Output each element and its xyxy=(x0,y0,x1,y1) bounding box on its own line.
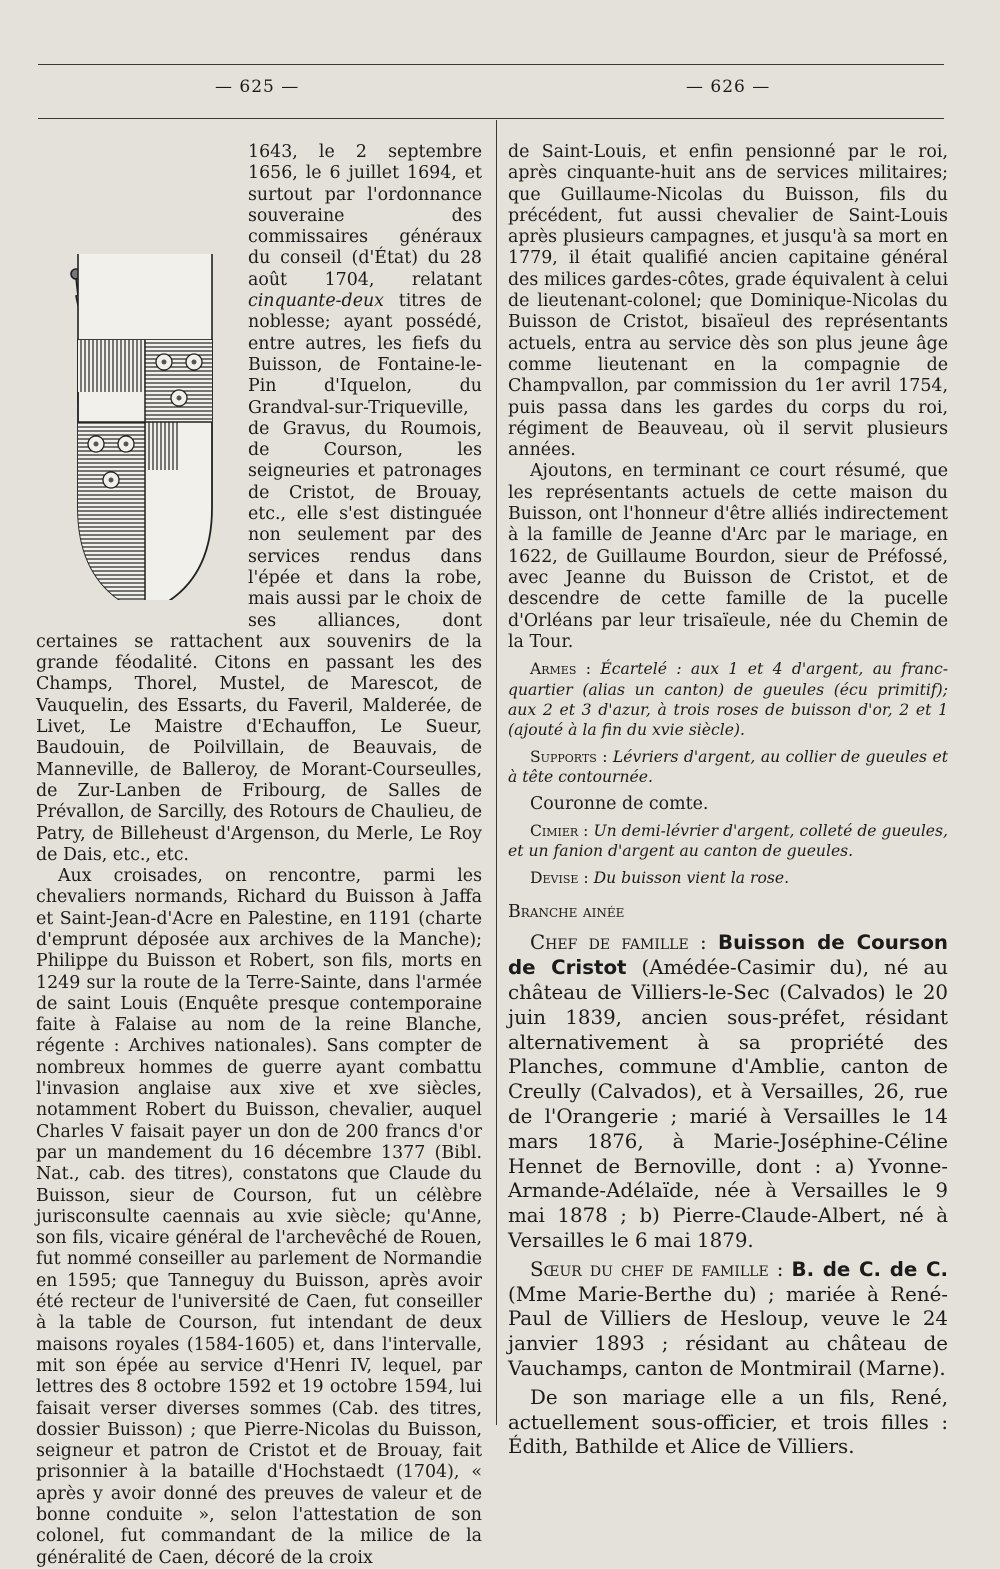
chef-label: Chef de famille : xyxy=(530,931,707,955)
final-paragraph: De son mariage elle a un fils, René, actuellement sous-officier, et trois filles : Édith, Bathilde et Alice de Villiers. xyxy=(508,1385,948,1459)
cimier-entry xyxy=(508,821,948,862)
shield-quarters-icon xyxy=(36,338,248,600)
cimier-text: Un demi-lévrier d'argent, colleté de gueules, et un fanion d'argent au canton de gueules. xyxy=(508,821,948,861)
soeur-text: (Mme Marie-Berthe du) ; mariée à René-Paul de Villiers de Hesloup, veuve le 24 janvier 1893 ; résidant au château de Vauchamps, canton de Montmirail (Marne). xyxy=(508,1282,948,1380)
soeur-name: B. de C. de C. xyxy=(791,1257,948,1281)
column-separator xyxy=(496,120,497,1425)
soeur-entry xyxy=(508,1258,948,1382)
supports-label: Supports : xyxy=(530,747,608,766)
left-paragraph-2: Aux croisades, on rencontre, parmi les chevaliers normands, Richard du Buisson à Jaffa et Saint-Jean-d'Acre en Palestine, en 1191 (charte d'emprunt déposée aux archives de la Manche); Philippe du Buisson et Robert, son fils, morts en 1249 sur la route de la Terre-Sainte, dans l'armée de saint Louis (Enquête presque contemporaine faite à Falaise au nom de la reine Blanche, régente : Archives nationales). Sans compter de nombreux hommes de guerre ayant combattu l'invasion anglaise aux xive et xve siècles, notamment Robert du Buisson, chevalier, auquel Charles V faisait payer un don de 200 francs d'or par un mandement du 16 décembre 1377 (Bibl. Nat., cab. des titres), constatons que Claude du Buisson, sieur de Courson, fut un célèbre jurisconsulte caennais au xvie siècle; qu'Anne, son fils, vicaire général de l'archevêché de Rouen, fut nommé conseiller au parlement de Normandie en 1595; que Tanneguy du Buisson, après avoir été recteur de l'université de Caen, fut conseiller à la table de Courson, fut intendant de deux maisons royales (1584-1605) et, dans l'intervalle, mit son épée au service d'Henri IV, lequel, par lettres des 8 octobre 1592 et 19 octobre 1594, lui faisait verser diverses sommes (Cab. des titres, dossier Buisson) ; que Pierre-Nicolas du Buisson, seigneur et patron de Cristot et de Brouay, fait prisonnier à la bataille d'Hochstaedt (1704), « après y avoir donné des preuves de valeur et de bonne conduite », selon l'attestation de son colonel, fut commandant de la milice de la généralité de Caen, décoré de la croix xyxy=(36,866,482,1568)
cimier-label: Cimier : xyxy=(530,821,589,840)
right-paragraph-1: de Saint-Louis, et enfin pensionné par le roi, après cinquante-huit ans de services militaires; que Guillaume-Nicolas du Buisson, fils du précédent, fut aussi chevalier de Saint-Louis après plusieurs campagnes, et jusqu'à sa mort en 1779, il était qualifié ancien capitaine général des milices gardes-côtes, grade équivalent à celui de lieutenant-colonel; que Dominique-Nicolas du Buisson de Cristot, bisaïeul des représentants actuels, entra au service dès son plus jeune âge comme lieutenant en la compagnie de Champvallon, par commission du 1er avril 1754, puis passa dans les gardes du corps du roi, régiment de Beauveau, où il servit plusieurs années. xyxy=(508,142,949,461)
devise-entry xyxy=(508,868,948,888)
left-text-1b: titres de noblesse; ayant possédé, entre autres, les fiefs du Buisson, de Fontaine-le-Pin d'Iquelon, du Grandval-sur-Triqueville, de Gravus, du Roumois, de Courson, les seigneuries et patronages de Cristot, de Brouay, etc., elle s'est distinguée non seulement par des services rendus dans l'épée et dans la robe, mais aussi par le choix de ses alliances, dont certaines se rattachent aux souvenirs de la grande féodalité. Citons en passant les des Champs, Thorel, Mustel, de Marescot, de Vauquelin, des Essarts, du Faveril, Malderée, de Livet, Le Maistre d'Echauffon, Le Sueur, Baudouin, de Poilvillain, de Beauvais, de Manneville, de Balleroy, de Morant-Courseulles, de Zur-Lanben de Fribourg, de Salles de Prévallon, de Sarcilly, des Rotours de Chaulieu, de Patry, de Billeheust d'Argenson, du Merle, Le Roy de Dais, etc., etc. xyxy=(36,291,482,865)
chef-entry xyxy=(508,931,948,1253)
left-text-1a: 1643, le 2 septembre 1656, le 6 juillet 1694, et surtout par l'ordonnance souveraine des commissaires généraux du conseil (d'État) du 28 août 1704, relatant xyxy=(248,142,482,290)
couronne-entry: Couronne de comte. xyxy=(530,793,709,814)
supports-entry xyxy=(508,747,948,788)
coat-of-arms xyxy=(36,254,248,629)
devise-label: Devise : xyxy=(530,868,589,887)
chef-text: (Amédée-Casimir du), né au château de Villiers-le-Sec (Calvados) le 20 juin 1839, ancien sous-préfet, résidant alternativement à sa propriété des Planches, commune d'Amblie, canton de Creully (Calvados), et à Versailles, 26, rue de l'Orangerie ; marié à Versailles le 14 mars 1876, à Marie-Joséphine-Céline Hennet de Bernoville, dont : a) Yvonne-Armande-Adélaïde, née à Versailles le 9 mai 1878 ; b) Pierre-Claude-Albert, né à Versailles le 6 mai 1879. xyxy=(508,956,948,1252)
left-text-1-italic: cinquante-deux xyxy=(248,291,384,312)
page-number-right: — 626 — xyxy=(686,77,771,97)
chef-name: Buisson de Courson de Cristot xyxy=(508,931,949,980)
family-entries xyxy=(508,931,948,1460)
branch-heading: Branche ainée xyxy=(508,902,625,923)
devise-text: Du buisson vient la rose. xyxy=(593,868,790,887)
right-column xyxy=(508,142,948,1460)
armes-label: Armes : xyxy=(530,660,591,679)
supports-text: Lévriers d'argent, au collier de gueules et à tête contournée. xyxy=(508,747,948,787)
page-number-left: — 625 — xyxy=(215,77,300,97)
header-rule xyxy=(38,118,944,119)
soeur-label: Sœur du chef de famille : xyxy=(530,1257,784,1281)
left-column xyxy=(36,142,482,1569)
right-paragraph-2: Ajoutons, en terminant ce court résumé, que les représentants actuels de cette maison du Buisson, ont l'honneur d'être alliés indirectement à la famille de Jeanne d'Arc par le mariage, en 1622, de Guillaume Bourdon, sieur de Préfossé, avec Jeanne du Buisson de Cristot, et de descendre de cette famille de la pucelle d'Orléans par leur trisaïeule, née du Chemin de la Tour. xyxy=(508,461,948,652)
armes-entry xyxy=(508,659,948,741)
top-rule xyxy=(38,64,944,65)
armes-text: Écartelé : aux 1 et 4 d'argent, au franc-quartier (alias un canton) de gueules (écu primitif); aux 2 et 3 d'azur, à trois roses de buisson d'or, 2 et 1 (ajouté à la fin du xvie siècle). xyxy=(508,660,948,740)
